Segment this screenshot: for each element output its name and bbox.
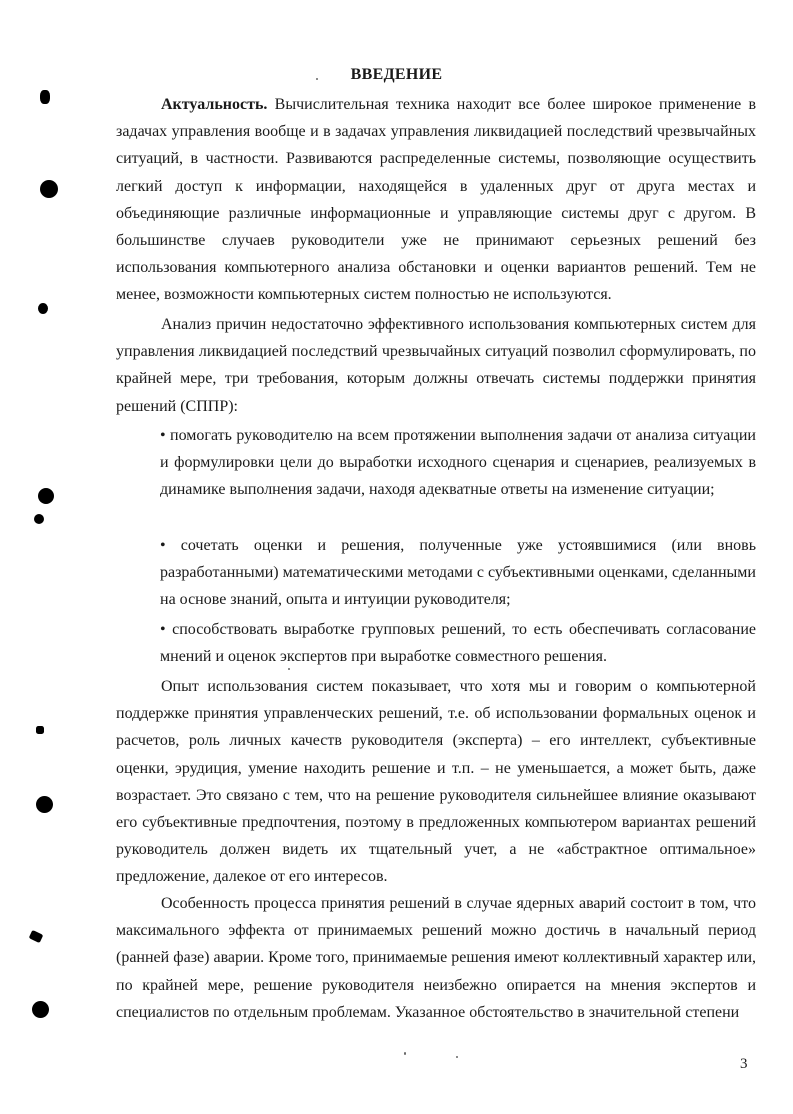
list-item: • сочетать оценки и решения, полученные уже устоявшимися (или вновь разработанными) математическими методами с субъективными оценками, сделанными на основе знаний, опыта и интуиции руководителя;: [160, 537, 756, 609]
punch-hole-mark: [29, 930, 44, 943]
paragraph-requirements-intro: Анализ причин недостаточно эффективного использования компьютерных систем для управления ликвидацией последствий чрезвычайных ситуаций позволил сформулировать, по крайней мере, три требования, которым должны отвечать системы поддержки принятия решений (СППР):: [116, 316, 756, 415]
punch-hole-mark: [32, 1001, 49, 1018]
paragraph-relevance: [116, 91, 756, 309]
section-heading: ВВЕДЕНИЕ: [350, 66, 443, 83]
paragraph-experience: Опыт использования систем показывает, что хотя мы и говорим о компьютерной поддержке принятия управленческих решений, т.е. об использовании формальных оценок и расчетов, роль личных качеств руководителя (эксперта) – его интеллект, субъективные оценки, эрудиция, умение находить решение и т.п. – не уменьшается, а может быть, даже возрастает. Это связано с тем, что на решение руководителя сильнейшее влияние оказывают его субъективные предпочтения, поэтому в предложенных компьютером вариантах решений руководитель должен видеть их тщательный учет, а не «абстрактное оптимальное» предложение, далекое от его интересов.: [116, 678, 756, 886]
page-number: 3: [740, 1056, 748, 1072]
punch-hole-mark: [34, 514, 44, 524]
list-item: • помогать руководителю на всем протяжении выполнения задачи от анализа ситуации и формулировки цели до выработки исходного сценария и сценариев, реализуемых в динамике выполнения задачи, находя адекватные ответы на изменение ситуации;: [160, 427, 756, 499]
punch-hole-mark: [36, 796, 53, 813]
punch-hole-mark: [38, 303, 48, 314]
paragraph-nuclear-accidents: Особенность процесса принятия решений в случае ядерных аварий состоит в том, что максимального эффекта от принимаемых решений можно достичь в начальный период (ранней фазе) аварии. Кроме того, принимаемые решения имеют коллективный характер или, по крайней мере, решение руководителя неизбежно опирается на мнения экспертов и специалистов по отдельным проблемам. Указанное обстоятельство в значительной степени: [116, 895, 756, 1021]
scan-speck: [404, 1052, 406, 1055]
scan-speck: [456, 1056, 458, 1058]
paragraph-lead-term: Актуальность.: [161, 96, 268, 113]
punch-hole-mark: [36, 726, 44, 734]
punch-hole-mark: [38, 488, 54, 504]
punch-hole-mark: [40, 180, 58, 198]
paragraph-text: Вычислительная техника находит все более широкое применение в задачах управления вообще и в задачах управления ликвидацией последствий чрезвычайных ситуаций, в частности. Развиваются распределенные системы, позволяющие осуществить легкий доступ к информации, находящейся в удаленных друг от друга местах и объединяющие различные информационные и управляющие системы друг с другом. В большинстве случаев руководители уже не принимают серьезных решений без использования компьютерного анализа обстановки и оценки вариантов решений. Тем не менее, возможности компьютерных систем полностью не используются.: [116, 96, 757, 304]
punch-hole-mark: [40, 90, 50, 104]
list-item: • способствовать выработке групповых решений, то есть обеспечивать согласование мнений и оценок экспертов при выработке совместного решения.: [160, 621, 756, 666]
